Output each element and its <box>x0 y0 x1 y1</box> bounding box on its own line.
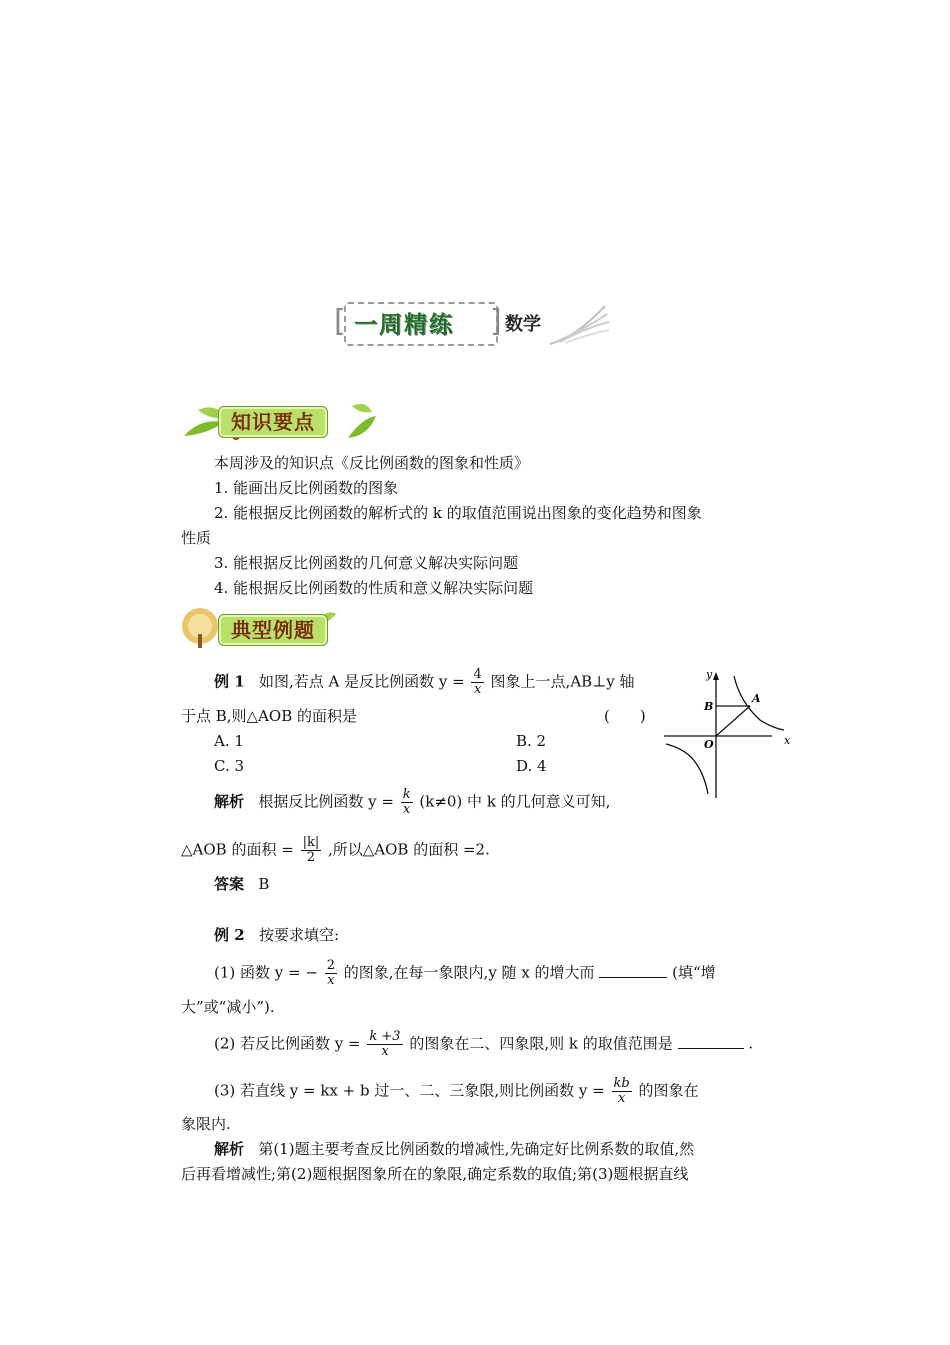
fraction-denominator: x <box>381 1044 389 1059</box>
option-b: B. 2 <box>516 732 547 750</box>
ex2-p2-fraction <box>367 1030 402 1059</box>
ex1-graph <box>660 662 800 802</box>
knowledge-item: 1. 能画出反比例函数的图象 <box>214 479 399 497</box>
fraction-numerator: kb <box>613 1076 630 1091</box>
ex1-analysis2-a: △AOB 的面积 = <box>181 840 294 859</box>
y-label: y <box>706 668 713 681</box>
banner-subject: 数学 <box>505 314 541 335</box>
ex2-p1-fraction <box>325 959 337 988</box>
ex1-answer <box>214 873 269 895</box>
ex2-p2-b: 的图象在二、四象限,则 k 的取值范围是 <box>409 1034 673 1053</box>
ex2-part1-line1 <box>214 959 716 988</box>
fraction-denominator: 2 <box>306 850 316 865</box>
ex2-p1-a: (1) 函数 y = − <box>214 963 318 982</box>
ex1-analysis2-b: ,所以△AOB 的面积 =2. <box>328 840 490 859</box>
segment-oa <box>716 706 750 736</box>
option-d: D. 4 <box>516 757 547 775</box>
ex1-analysis-line2 <box>181 836 490 865</box>
page-banner <box>334 296 630 354</box>
fraction-numerator: 2 <box>326 958 335 973</box>
fraction-denominator: x <box>327 973 335 988</box>
ex1-answer-paren: ( ) <box>604 707 646 725</box>
fraction-denominator: x <box>473 682 482 697</box>
ex1-analysis2-fraction <box>301 836 322 865</box>
section-header-examples <box>180 604 340 652</box>
ex2-part2-line <box>214 1030 753 1059</box>
y-axis-arrow-icon <box>713 672 719 680</box>
ex1-question-a: 如图,若点 A 是反比例函数 y = <box>258 672 465 691</box>
answer-blank <box>599 963 667 978</box>
option-c: C. 3 <box>214 757 245 775</box>
knowledge-item: 3. 能根据反比例函数的几何意义解决实际问题 <box>214 554 519 572</box>
ex2-p1-c: (填“增 <box>672 963 716 982</box>
origin-label: O <box>704 738 714 751</box>
answer-value: B <box>258 875 270 893</box>
ex1-analysis-b: (k≠0) 中 k 的几何意义可知, <box>419 792 611 811</box>
point-b-label: B <box>704 700 714 713</box>
fraction-numerator: k <box>402 787 411 802</box>
analysis-label: 解析 <box>214 792 245 811</box>
banner-title: 一周精练 <box>354 312 454 338</box>
section-title-examples: 典型例题 <box>218 614 328 646</box>
fraction-denominator: x <box>402 802 411 817</box>
knowledge-item: 2. 能根据反比例函数的解析式的 k 的取值范围说出图象的变化趋势和图象 <box>214 504 702 522</box>
bracket-right-icon: ] <box>490 304 502 339</box>
ex1-question-b: 图象上一点,AB⊥y 轴 <box>490 672 635 691</box>
ex1-analysis-line1 <box>214 788 610 817</box>
ex1-analysis-fraction <box>401 788 413 817</box>
section-header-knowledge <box>180 396 380 444</box>
ex2-label: 例 2 <box>214 926 245 944</box>
ex2-p3-a: (3) 若直线 y = kx + b 过一、二、三象限,则比例函数 y = <box>214 1081 605 1100</box>
fraction-denominator: x <box>617 1091 626 1106</box>
ex1-fraction <box>471 668 483 697</box>
ex1-analysis-a: 根据反比例函数 y = <box>258 792 394 811</box>
fraction-numerator: k +3 <box>369 1029 401 1044</box>
knowledge-item: 4. 能根据反比例函数的性质和意义解决实际问题 <box>214 579 534 597</box>
answer-blank <box>678 1034 744 1049</box>
x-label: x <box>784 734 791 747</box>
knowledge-intro: 本周涉及的知识点《反比例函数的图象和性质》 <box>214 454 530 472</box>
fraction-numerator: |k| <box>302 835 320 850</box>
ex2-intro-line <box>214 924 339 946</box>
hyperbola-branch-q3 <box>666 744 708 794</box>
option-a: A. 1 <box>214 732 244 750</box>
ex2-part3-line1 <box>214 1077 699 1106</box>
ex2-p3-fraction <box>612 1077 632 1106</box>
ex2-part3-line2: 象限内. <box>181 1115 231 1133</box>
ex2-p3-b: 的图象在 <box>638 1081 699 1100</box>
ex2-analysis-line1 <box>214 1138 694 1160</box>
bracket-left-icon: [ <box>334 304 346 339</box>
ex2-p1-b: 的图象,在每一象限内,y 随 x 的增大而 <box>343 963 595 982</box>
ex1-question-line1 <box>214 668 635 697</box>
ex2-intro: 按要求填空: <box>258 926 340 944</box>
fraction-numerator: 4 <box>473 667 482 682</box>
ex2-p2-c: . <box>748 1034 754 1053</box>
section-title-knowledge: 知识要点 <box>218 406 328 438</box>
answer-label: 答案 <box>214 875 245 893</box>
knowledge-item-cont: 性质 <box>181 529 212 547</box>
point-a-label: A <box>752 692 761 705</box>
ex2-p2-a: (2) 若反比例函数 y = <box>214 1034 361 1053</box>
ex1-label: 例 1 <box>214 672 245 691</box>
analysis-label: 解析 <box>214 1140 245 1158</box>
ex2-analysis-line2: 后再看增减性;第(2)题根据图象所在的象限,确定系数的取值;第(3)题根据直线 <box>181 1165 689 1183</box>
ex2-part1-line2: 大”或“减小”). <box>181 998 275 1016</box>
ex2-analysis1: 第(1)题主要考查反比例函数的增减性,先确定好比例系数的取值,然 <box>258 1140 695 1158</box>
wing-icon <box>545 298 615 350</box>
ex1-question-line2: 于点 B,则△AOB 的面积是 <box>181 707 358 725</box>
